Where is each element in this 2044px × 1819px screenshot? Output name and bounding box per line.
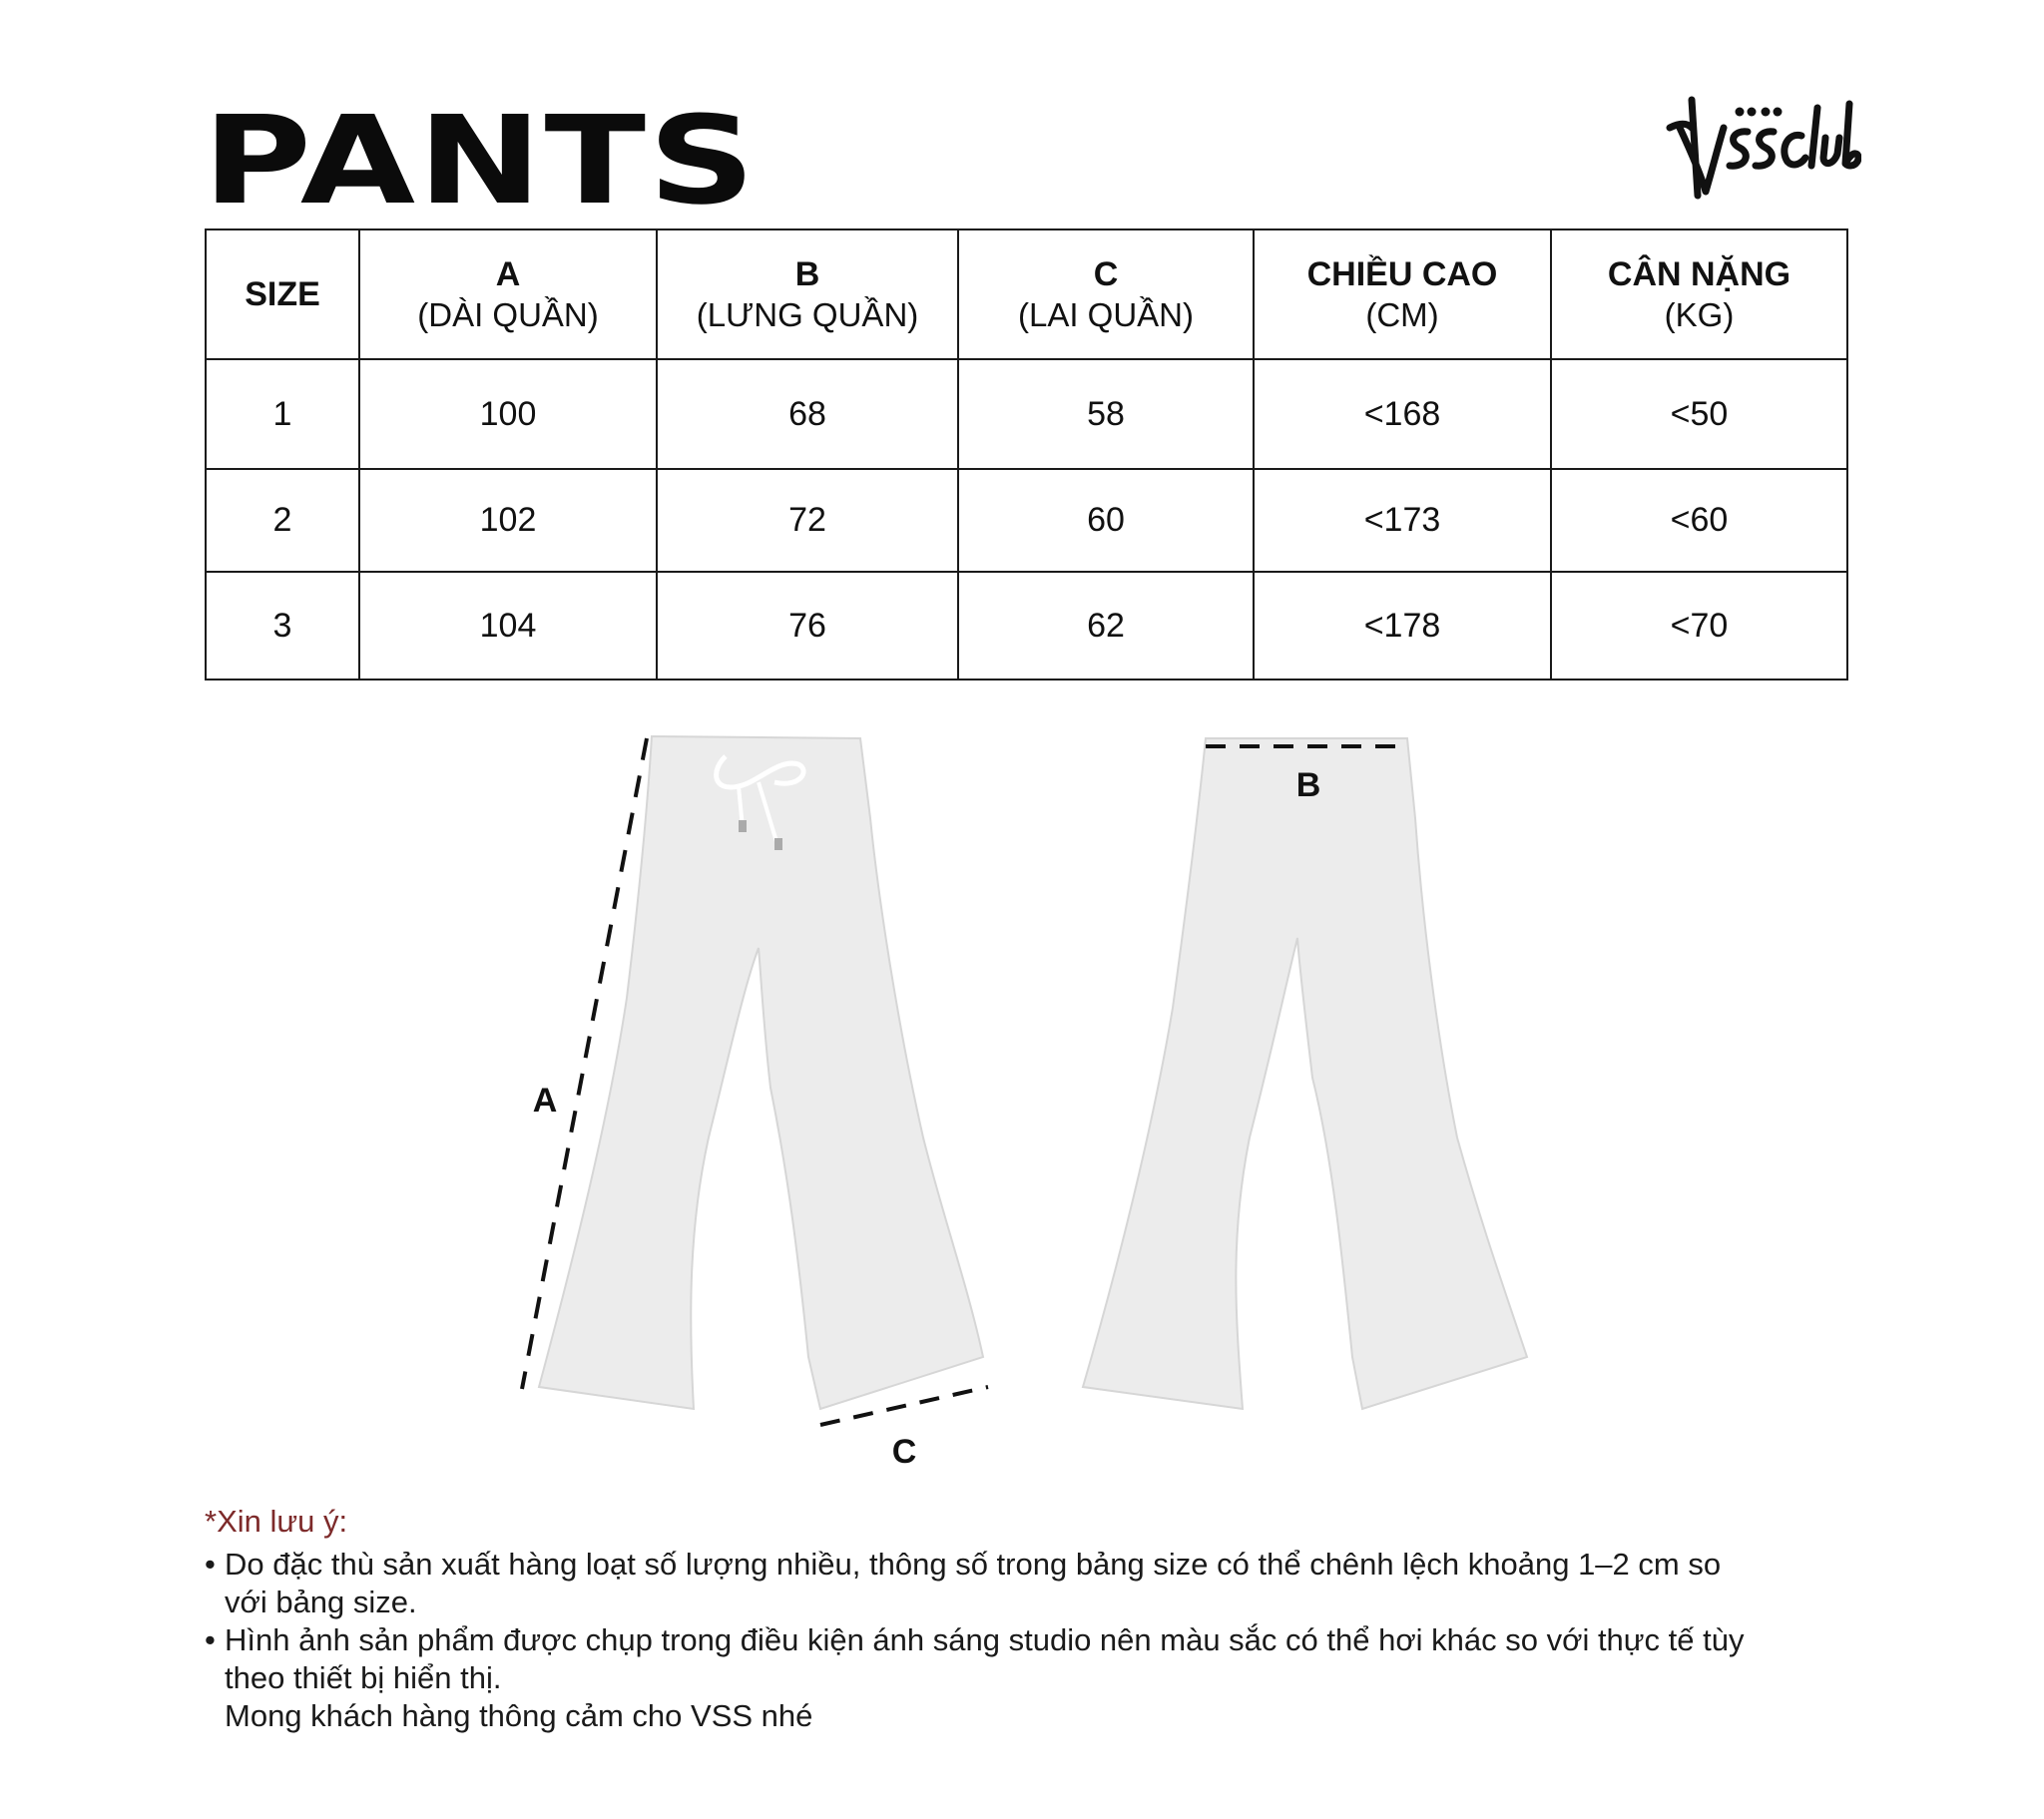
header-size	[206, 229, 359, 359]
cell-a: 104	[359, 572, 657, 680]
size-table	[205, 228, 1848, 681]
header-b	[657, 229, 958, 359]
table-row	[206, 469, 1847, 572]
label-c: C	[891, 1433, 917, 1471]
vssclub-logo-icon	[1662, 88, 1861, 208]
header-height	[1254, 229, 1551, 359]
flare-pants-back-icon	[1083, 738, 1527, 1409]
notes-title: *Xin lưu ý:	[205, 1504, 348, 1539]
notes-section	[205, 1502, 1861, 1735]
header-a-sub: (DÀI QUẦN)	[417, 296, 599, 333]
header-b-label: B	[794, 255, 820, 293]
header-c-sub: (LAI QUẦN)	[1017, 296, 1195, 333]
cell-a: 100	[359, 359, 657, 469]
page-title: PANTS	[203, 90, 759, 231]
cell-b: 72	[657, 469, 958, 572]
cell-height: <168	[1254, 359, 1551, 469]
note-item-line1: Do đặc thù sản xuất hàng loạt số lượng nhiều, thông số trong bảng size có thể chênh lệch khoảng 1–2 cm so	[225, 1547, 1722, 1582]
bullet-icon: •	[205, 1622, 216, 1657]
note-closing: Mong khách hàng thông cảm cho VSS nhé	[225, 1698, 813, 1733]
header-a	[359, 229, 657, 359]
table-header-row	[206, 229, 1847, 359]
header-weight-sub: (KG)	[1664, 296, 1735, 333]
header-c-label: C	[1093, 255, 1119, 293]
header-a-label: A	[495, 255, 521, 293]
note-item	[205, 1621, 1861, 1659]
measurement-diagram	[0, 698, 2044, 1477]
cell-b: 76	[657, 572, 958, 680]
logo-text: vssclub	[1662, 88, 1666, 89]
header-height-label: CHIỀU CAO	[1306, 255, 1498, 293]
cell-size: 2	[206, 469, 359, 572]
cell-c: 58	[958, 359, 1254, 469]
cell-size: 1	[206, 359, 359, 469]
cell-size: 3	[206, 572, 359, 680]
header-height-sub: (CM)	[1365, 296, 1439, 333]
note-item	[205, 1546, 1861, 1584]
flare-pants-front-icon	[539, 736, 983, 1409]
cell-weight: <60	[1551, 469, 1847, 572]
header-size-label: SIZE	[245, 275, 320, 313]
cell-weight: <70	[1551, 572, 1847, 680]
note-item-line1: Hình ảnh sản phẩm được chụp trong điều kiện ánh sáng studio nên màu sắc có thể hơi khác so với thực tế tùy	[225, 1622, 1745, 1657]
bullet-icon: •	[205, 1547, 216, 1582]
cell-height: <173	[1254, 469, 1551, 572]
header-weight	[1551, 229, 1847, 359]
table-row	[206, 572, 1847, 680]
note-item-line2: theo thiết bị hiển thị.	[225, 1660, 502, 1695]
cell-weight: <50	[1551, 359, 1847, 469]
note-item-line2: với bảng size.	[225, 1585, 417, 1619]
label-a: A	[532, 1082, 558, 1120]
cell-c: 62	[958, 572, 1254, 680]
cell-b: 68	[657, 359, 958, 469]
table-row	[206, 359, 1847, 469]
label-b: B	[1295, 766, 1321, 804]
header-c	[958, 229, 1254, 359]
cell-height: <178	[1254, 572, 1551, 680]
header-b-sub: (LƯNG QUẦN)	[696, 296, 919, 333]
cell-a: 102	[359, 469, 657, 572]
cell-c: 60	[958, 469, 1254, 572]
header-weight-label: CÂN NẶNG	[1607, 255, 1791, 293]
